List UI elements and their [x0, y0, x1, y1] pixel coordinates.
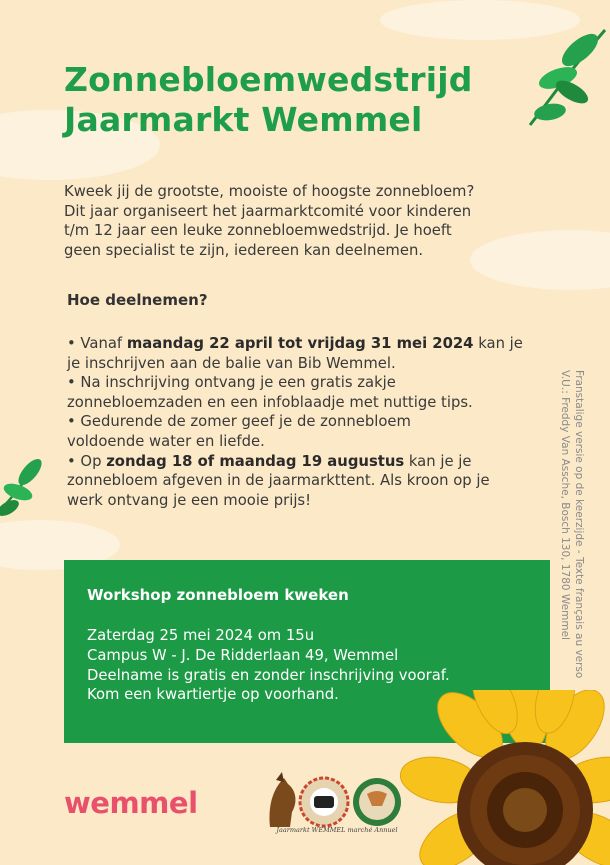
howto-list — [67, 334, 547, 510]
intro-paragraph — [64, 182, 544, 260]
list-item-continuation: je inschrijven aan de balie van Bib Wemmel. — [67, 354, 396, 372]
intro-line: t/m 12 jaar een leuke zonnebloemwedstrijd. Je hoeft — [64, 222, 452, 239]
bullet-text: • Vanaf — [67, 335, 127, 352]
side-note-line: Franstalige versie op de keerzijde - Texte français au verso — [573, 370, 585, 679]
bullet-bold-text: zondag 18 of maandag 19 augustus — [106, 452, 405, 470]
side-note — [558, 370, 586, 678]
workshop-line: Deelname is gratis en zonder inschrijving vooraf. — [87, 666, 450, 684]
workshop-line: Zaterdag 25 mei 2024 om 15u — [87, 627, 315, 644]
title-line: Jaarmarkt Wemmel — [64, 100, 423, 139]
bullet-text: kan je je — [404, 452, 472, 470]
list-item-continuation: zonnebloemzaden en een infoblaadje met nuttige tips. — [67, 393, 473, 411]
sunflower-icon — [395, 690, 610, 865]
list-item — [67, 334, 547, 354]
horse-icon — [270, 772, 296, 827]
jaarmarkt-logo-caption: Jaarmarkt WEMMEL marché Annuel — [276, 826, 398, 834]
list-item-continuation: werk ontvang je een mooie prijs! — [67, 491, 312, 509]
list-item: • Na inschrijving ontvang je een gratis zakje — [67, 374, 396, 392]
page-title — [64, 60, 534, 140]
intro-line: Dit jaar organiseert het jaarmarktcomité voor kinderen — [64, 202, 472, 220]
howto-heading: Hoe deelnemen? — [67, 291, 208, 309]
side-note-line: V.U.: Freddy Van Assche, Bosch 130, 1780 Wemmel — [559, 370, 571, 640]
list-item — [67, 452, 547, 472]
title-line: Zonnebloemwedstrijd — [64, 60, 473, 99]
workshop-line: Campus W - J. De Ridderlaan 49, Wemmel — [87, 646, 399, 664]
intro-line: geen specialist te zijn, iedereen kan deelnemen. — [64, 241, 424, 259]
list-item-continuation: voldoende water en liefde. — [67, 432, 265, 450]
workshop-title: Workshop zonnebloem kweken — [87, 586, 349, 604]
bullet-text: kan je — [473, 335, 523, 352]
intro-line: Kweek jij de grootste, mooiste of hoogste zonnebloem? — [64, 183, 475, 200]
leaf-branch-icon — [0, 450, 50, 530]
wemmel-logo: wemmel — [64, 786, 198, 820]
workshop-line: Kom een kwartiertje op voorhand. — [87, 686, 339, 704]
bullet-bold-text: maandag 22 april tot vrijdag 31 mei 2024 — [126, 335, 474, 352]
bullet-text: • Op — [67, 452, 107, 470]
list-item: • Gedurende de zomer geef je de zonnebloem — [67, 413, 411, 431]
list-item-continuation: zonnebloem afgeven in de jaarmarkttent. Als kroon op je — [67, 472, 490, 490]
